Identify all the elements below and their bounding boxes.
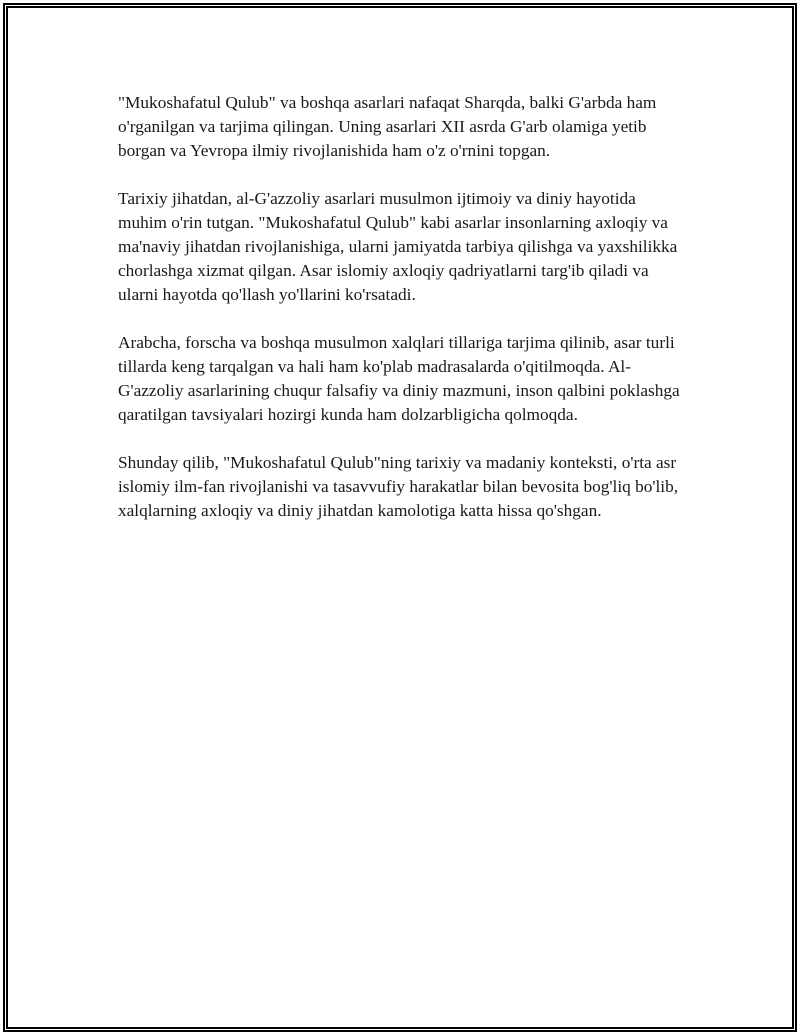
paragraph-2: Tarixiy jihatdan, al-G'azzoliy asarlari musulmon ijtimoiy va diniy hayotida muhim o'rin tutgan. "Mukoshafatul Qulub" kabi asarlar insonlarning axloqiy va ma'naviy jihatdan rivojlanishiga, ularni jamiyatda tarbiya qilishga va yaxshilikka chorlashga xizmat qilgan. Asar islomiy axloqiy qadriyatlarni targ'ib qiladi va ularni hayotda qo'llash yo'llarini ko'rsatadi. (118, 189, 678, 304)
document-body (118, 91, 688, 547)
paragraph-3: Arabcha, forscha va boshqa musulmon xalqlari tillariga tarjima qilinib, asar turli tillarda keng tarqalgan va hali ham ko'plab madrasalarda o'qitilmoqda. Al-G'azzoliy asarlarining chuqur falsafiy va diniy mazmuni, inson qalbini poklashga qaratilgan tavsiyalari hozirgi kunda ham dolzarbligicha qolmoqda. (118, 333, 680, 424)
paragraph-1: "Mukoshafatul Qulub" va boshqa asarlari nafaqat Sharqda, balki G'arbda ham o'rganilgan va tarjima qilingan. Uning asarlari XII asrda G'arb olamiga yetib borgan va Yevropa ilmiy rivojlanishida ham o'z o'rnini topgan. (118, 93, 657, 160)
paragraph-4: Shunday qilib, "Mukoshafatul Qulub"ning tarixiy va madaniy konteksti, o'rta asr islomiy ilm-fan rivojlanishi va tasavvufiy harakatlar bilan bevosita bog'liq bo'lib, xalqlarning axloqiy va diniy jihatdan kamolotiga katta hissa qo'shgan. (118, 453, 679, 520)
